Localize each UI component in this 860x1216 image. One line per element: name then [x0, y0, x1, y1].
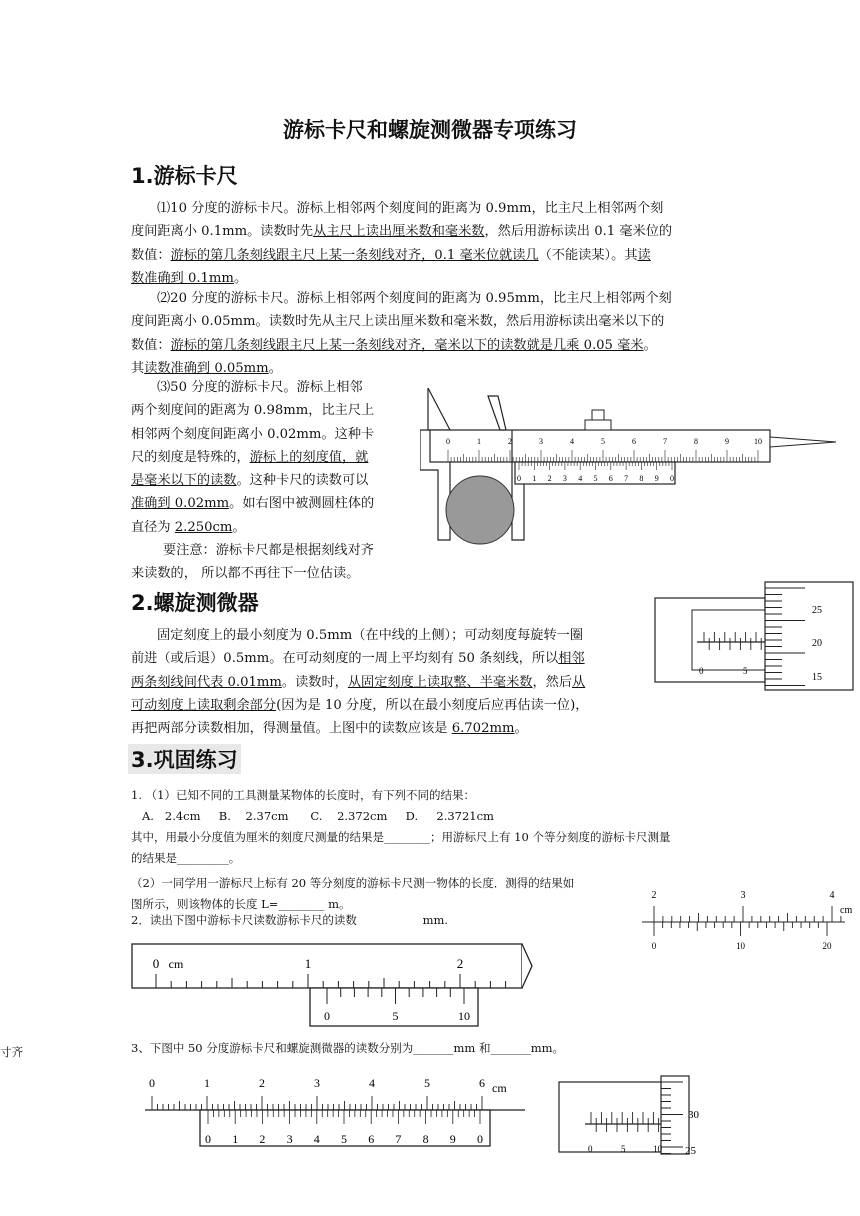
- q1-unit-label: cm: [840, 905, 853, 916]
- mic-label-15: 15: [812, 672, 822, 683]
- q3-main-label: 0: [149, 1076, 155, 1090]
- paragraph-20-division: ⑵20 分度的游标卡尺。游标上相邻两个刻度间的距离为 0.95mm，比主尺上相邻两个刻 度间距离小 0.05mm。读数时先从主尺上读出厘米数和毫米数，然后用游标读出毫米以下的 数值：游标的第几条刻线跟主尺上某一条刻线对齐，毫米以下的读数就是几乘 0.05 毫米。 其读数准确到 0.05mm。: [131, 291, 672, 376]
- q3-unit-label: cm: [492, 1081, 507, 1095]
- q3-vernier-label: 6: [368, 1132, 375, 1146]
- mic-label-5: 5: [743, 666, 748, 676]
- fig-q1-caliper: [640, 884, 855, 954]
- main-tick-label: 1: [477, 437, 481, 446]
- q1-main-label: 3: [740, 890, 746, 901]
- section-heading-caliper: 1.游标卡尺: [131, 164, 238, 188]
- q1-vernier-label: 10: [736, 941, 745, 951]
- mic-label-25: 25: [812, 605, 822, 616]
- main-tick-label: 8: [694, 437, 698, 446]
- paragraph-micrometer: 固定刻度上的最小刻度为 0.5mm（在中线的上侧）；可动刻度每旋转一圈 前进（或后退）0.5mm。在可动刻度的一周上平均刻有 50 条刻线，所以相邻 两条刻线间代表 0.01mm。读数时，从固定刻度上读取整、半毫米数，然后从 可动刻度上读取剩余部分(因为是 10 分度，所以在最小刻度后应再估读一位)， 再把两部分读数相加，得测量值。上图中的读数应该是 6.702mm。: [131, 628, 589, 737]
- margin-text: 寸齐: [0, 1045, 23, 1059]
- q1-main-label: 2: [651, 890, 657, 901]
- main-tick-label: 10: [754, 437, 762, 446]
- q2-main-label: 0: [152, 956, 160, 971]
- q3-mic-label-25: 25: [685, 1145, 696, 1156]
- q1-vernier-label: 20: [822, 941, 832, 951]
- q3-main-label: 6: [479, 1076, 485, 1090]
- fig-q3-micrometer: [555, 1074, 715, 1156]
- vernier-tick-label: 8: [639, 474, 644, 483]
- vernier-tick-label: 4: [578, 474, 583, 483]
- micrometer-figure: [652, 580, 857, 692]
- q1-vernier-label: 0: [651, 941, 657, 951]
- q3-vernier-label: 7: [395, 1132, 402, 1146]
- q3-mic-label-10: 10: [653, 1144, 662, 1154]
- vernier-tick-label: 0: [517, 474, 521, 483]
- question-3: 3、下图中 50 分度游标卡尺和螺旋测微器的读数分别为_______mm 和_______mm。: [131, 1041, 565, 1055]
- main-tick-label: 0: [446, 437, 450, 446]
- q3-vernier-label: 8: [422, 1132, 429, 1146]
- q2-vernier-label: 0: [324, 1009, 330, 1023]
- q3-vernier-label: 3: [286, 1132, 293, 1146]
- q2-vernier-label: 5: [392, 1009, 399, 1023]
- page-title: 游标卡尺和螺旋测微器专项练习: [283, 118, 577, 142]
- q3-vernier-label: 0: [477, 1132, 483, 1146]
- section-heading-practice: 3.巩固练习: [128, 744, 241, 774]
- main-tick-label: 5: [601, 437, 605, 446]
- q3-main-label: 5: [424, 1076, 430, 1090]
- q2-unit-label: cm: [168, 957, 184, 971]
- vernier-tick-label: 6: [608, 474, 613, 483]
- q1-main-label: 4: [829, 890, 835, 901]
- q3-vernier-label: 2: [259, 1132, 266, 1146]
- q3-vernier-label: 5: [341, 1132, 347, 1146]
- q3-mic-label-0: 0: [588, 1144, 593, 1154]
- q3-vernier-label: 9: [449, 1132, 456, 1146]
- vernier-caliper-figure: [420, 380, 840, 560]
- fig-q2-caliper: [130, 940, 540, 1030]
- vernier-tick-label: 2: [547, 474, 552, 483]
- q3-main-label: 3: [314, 1076, 320, 1090]
- vernier-tick-label: 0: [670, 474, 674, 483]
- q2-main-label: 2: [456, 956, 464, 971]
- question-1: 1. （1）已知不同的工具测量某物体的长度时，有下列不同的结果： A. 2.4cm B. 2.37cm C. 2.372cm D. 2.3721cm 其中，用最小分度值为厘米的刻度尺测量的结果是________；用游标尺上有 10 个等分刻度的游标卡尺测量 的结果是_________。 （2）一同学用一游标尺上标有 20 等分刻度的游标卡尺测一物体的长度．测得的结果如 图所示，则该物体的长度 L=________ m。 2．读出下图中游标卡尺读数游标卡尺的读数 mm.: [131, 788, 671, 927]
- q2-main-label: 1: [304, 956, 312, 971]
- main-tick-label: 4: [570, 437, 574, 446]
- vernier-tick-label: 7: [624, 474, 629, 483]
- main-tick-label: 3: [539, 437, 543, 446]
- q3-main-label: 2: [259, 1076, 265, 1090]
- paragraph-10-division: ⑴10 分度的游标卡尺。游标上相邻两个刻度间的距离为 0.9mm，比主尺上相邻两个刻 度间距离小 0.1mm。读数时先从主尺上读出厘米数和毫米数，然后用游标读出 0.1 毫米位的 数值：游标的第几条刻线跟主尺上某一条刻线对齐，0.1 毫米位就读几（不能读某）。其读 数准确到 0.1mm。: [131, 201, 673, 286]
- q3-main-label: 4: [369, 1076, 375, 1090]
- q3-main-label: 1: [204, 1076, 210, 1090]
- paragraph-50-division: ⑶50 分度的游标卡尺。游标上相邻 两个刻度间的距离为 0.98mm，比主尺上 相邻两个刻度间距离小 0.02mm。这种卡 尺的刻度是特殊的，游标上的刻度值，就 是毫米以下的读数。这种卡尺的读数可以 准确到 0.02mm。如右图中被测圆柱体的 直径为 2.250cm。 要注意：游标卡尺都是根据刻线对齐 来读数的， 所以都不再往下一位估读。: [131, 380, 375, 582]
- main-tick-label: 7: [663, 437, 667, 446]
- vernier-tick-label: 3: [562, 474, 567, 483]
- q3-vernier-label: 4: [313, 1132, 320, 1146]
- mic-label-0: 0: [699, 666, 704, 676]
- q2-vernier-label: 10: [458, 1009, 470, 1023]
- q3-vernier-label: 0: [205, 1132, 211, 1146]
- main-tick-label: 2: [508, 437, 512, 446]
- vernier-tick-label: 5: [593, 474, 598, 483]
- fig-q3-caliper: [140, 1070, 530, 1150]
- vernier-tick-label: 1: [532, 474, 537, 483]
- main-tick-label: 6: [632, 437, 636, 446]
- vernier-tick-label: 9: [654, 474, 659, 483]
- main-tick-label: 9: [725, 437, 729, 446]
- section-heading-micrometer: 2.螺旋测微器: [131, 591, 259, 615]
- q3-vernier-label: 1: [232, 1132, 239, 1146]
- q3-mic-label-5: 5: [621, 1144, 626, 1154]
- q3-mic-label-30: 30: [688, 1109, 699, 1121]
- mic-label-20: 20: [812, 638, 822, 649]
